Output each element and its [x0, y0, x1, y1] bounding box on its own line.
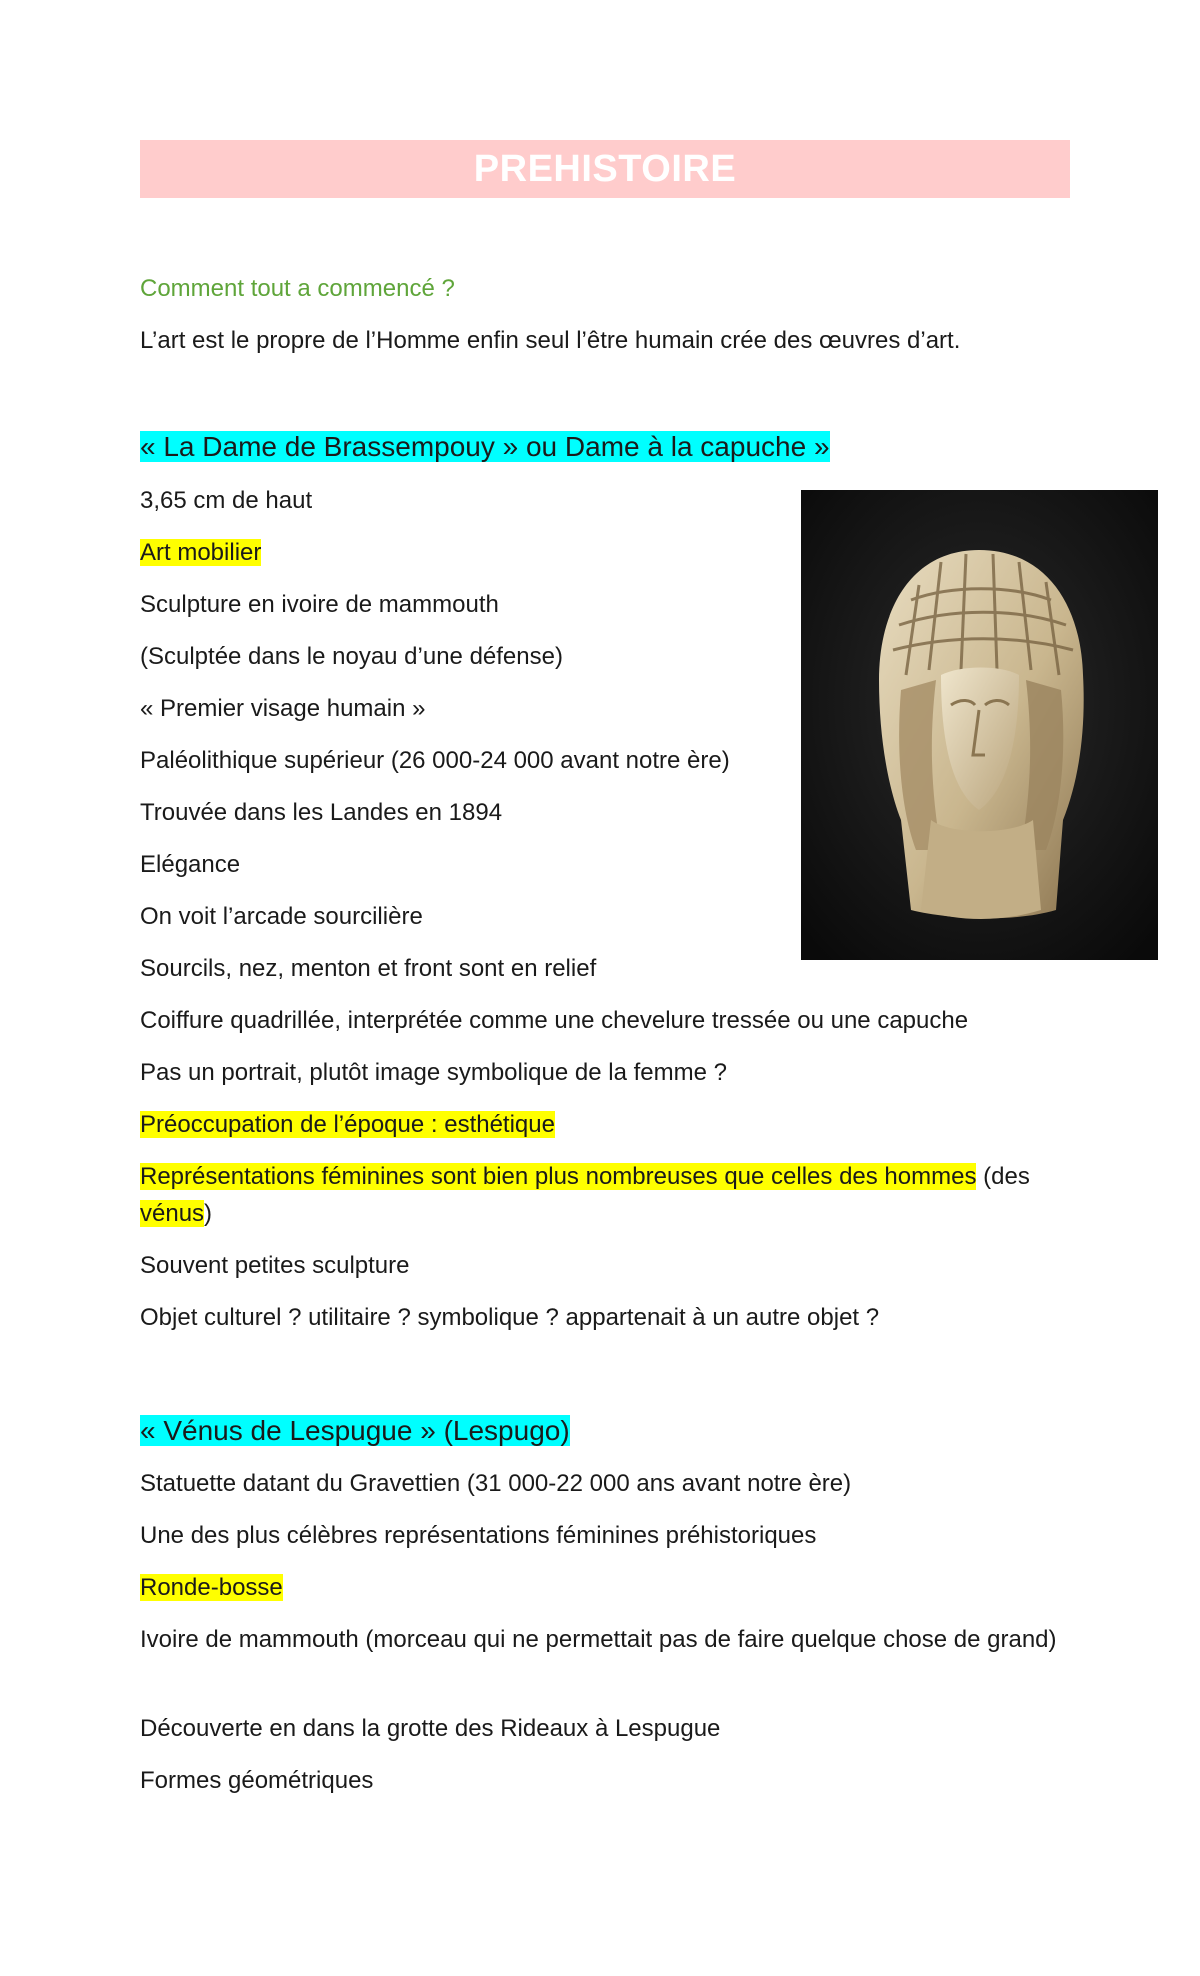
page-title: PREHISTOIRE [473, 147, 737, 190]
title-banner [140, 140, 1070, 198]
text-line: « Premier visage humain » [140, 695, 426, 722]
text-line-wrapped: Ivoire de mammouth (morceau qui ne permettait pas de faire quelque chose de grand) [140, 1626, 1057, 1653]
inline-text: (des [976, 1163, 1037, 1190]
text-line: Formes géométriques [140, 1767, 374, 1794]
keyword-highlight: Art mobilier [140, 539, 262, 566]
section-heading-lespugue [140, 1412, 570, 1450]
heading-highlight: « La Dame de Brassempouy » ou Dame à la capuche » [140, 431, 830, 462]
text-line-mixed [140, 1196, 212, 1232]
text-line: Statuette datant du Gravettien (31 000-22 000 ans avant notre ère) [140, 1470, 852, 1497]
sculpture-photo [801, 490, 1158, 960]
keyword-highlight: Ronde-bosse [140, 1574, 283, 1601]
sculpture-photo-icon [801, 490, 1158, 960]
text-line: Paléolithique supérieur (26 000-24 000 avant notre ère) [140, 747, 730, 774]
text-line: Coiffure quadrillée, interprétée comme une chevelure tressée ou une capuche [140, 1007, 969, 1034]
heading-highlight: « Vénus de Lespugue » (Lespugo) [140, 1415, 570, 1446]
text-line-highlighted [140, 535, 261, 571]
text-line: Pas un portrait, plutôt image symbolique de la femme ? [140, 1059, 727, 1086]
inline-text: ) [204, 1200, 213, 1227]
keyword-highlight: Représentations féminines sont bien plus nombreuses que celles des hommes [140, 1163, 977, 1190]
text-line: Sourcils, nez, menton et front sont en relief [140, 955, 597, 982]
keyword-highlight: Préoccupation de l’époque : esthétique [140, 1111, 555, 1138]
text-line: (Sculptée dans le noyau d’une défense) [140, 643, 563, 670]
section-heading-brassempouy [140, 428, 830, 466]
intro-question: Comment tout a commencé ? [140, 275, 455, 302]
text-line-highlighted [140, 1107, 555, 1143]
text-line: 3,65 cm de haut [140, 487, 313, 514]
text-line: Une des plus célèbres représentations féminines préhistoriques [140, 1522, 817, 1549]
text-line: Souvent petites sculpture [140, 1252, 410, 1279]
text-line-mixed [140, 1159, 1037, 1195]
text-line: Trouvée dans les Landes en 1894 [140, 799, 503, 826]
text-line-highlighted [140, 1570, 283, 1606]
text-line: Elégance [140, 851, 241, 878]
text-line: Sculpture en ivoire de mammouth [140, 591, 499, 618]
keyword-highlight: vénus [140, 1200, 205, 1227]
text-line: On voit l’arcade sourcilière [140, 903, 423, 930]
intro-text: L’art est le propre de l’Homme enfin seul l’être humain crée des œuvres d’art. [140, 327, 961, 354]
text-line: Découverte en dans la grotte des Rideaux à Lespugue [140, 1715, 721, 1742]
text-line: Objet culturel ? utilitaire ? symbolique ? appartenait à un autre objet ? [140, 1304, 880, 1331]
